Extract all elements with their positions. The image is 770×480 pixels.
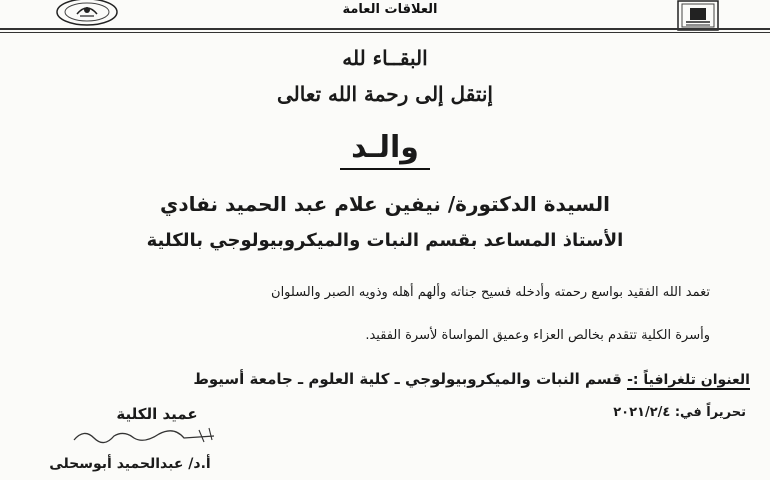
- handwritten-signature: [64, 424, 234, 446]
- person-name: السيدة الدكتورة/ نيفين علام عبد الحميد نفادي: [160, 192, 610, 216]
- relation-title: والـد: [351, 130, 419, 165]
- condolence-paragraph: وأسرة الكلية تتقدم بخالص العزاء وعميق المواساة لأسرة الفقيد.: [365, 328, 710, 343]
- address-value: قسم النبات والميكروبيولوجي ـ كلية العلوم ـ جامعة أسيوط: [193, 370, 622, 388]
- prayer-paragraph: تغمد الله الفقيد بواسع رحمته وأدخله فسيح جناته وألهم أهله وذويه الصبر والسلوان: [271, 285, 710, 300]
- condolence-heading: البقــاء لله: [342, 46, 428, 70]
- department-name: العلاقات العامة: [342, 2, 438, 17]
- person-position: الأستاذ المساعد بقسم النبات والميكروبيولوجي بالكلية: [146, 230, 624, 251]
- date-value: ٢٠٢١/٢/٤: [613, 405, 671, 420]
- issue-date: [613, 405, 746, 420]
- address-label: العنوان تلغرافياً :-: [627, 372, 750, 388]
- university-seal-icon: [52, 0, 122, 28]
- telegraph-address: [193, 370, 750, 388]
- header-rule: [0, 28, 770, 30]
- header-rule-thin: [0, 32, 770, 33]
- signatory-name: أ.د/ عبدالحميد أبوسحلى: [49, 456, 211, 472]
- relation-underline: [340, 168, 430, 170]
- date-label: تحريراً في:: [674, 405, 746, 420]
- letterhead: [0, 0, 770, 30]
- signatory-title: عميد الكلية: [116, 405, 198, 423]
- passed-away-line: إنتقل إلى رحمة الله تعالى: [277, 82, 493, 106]
